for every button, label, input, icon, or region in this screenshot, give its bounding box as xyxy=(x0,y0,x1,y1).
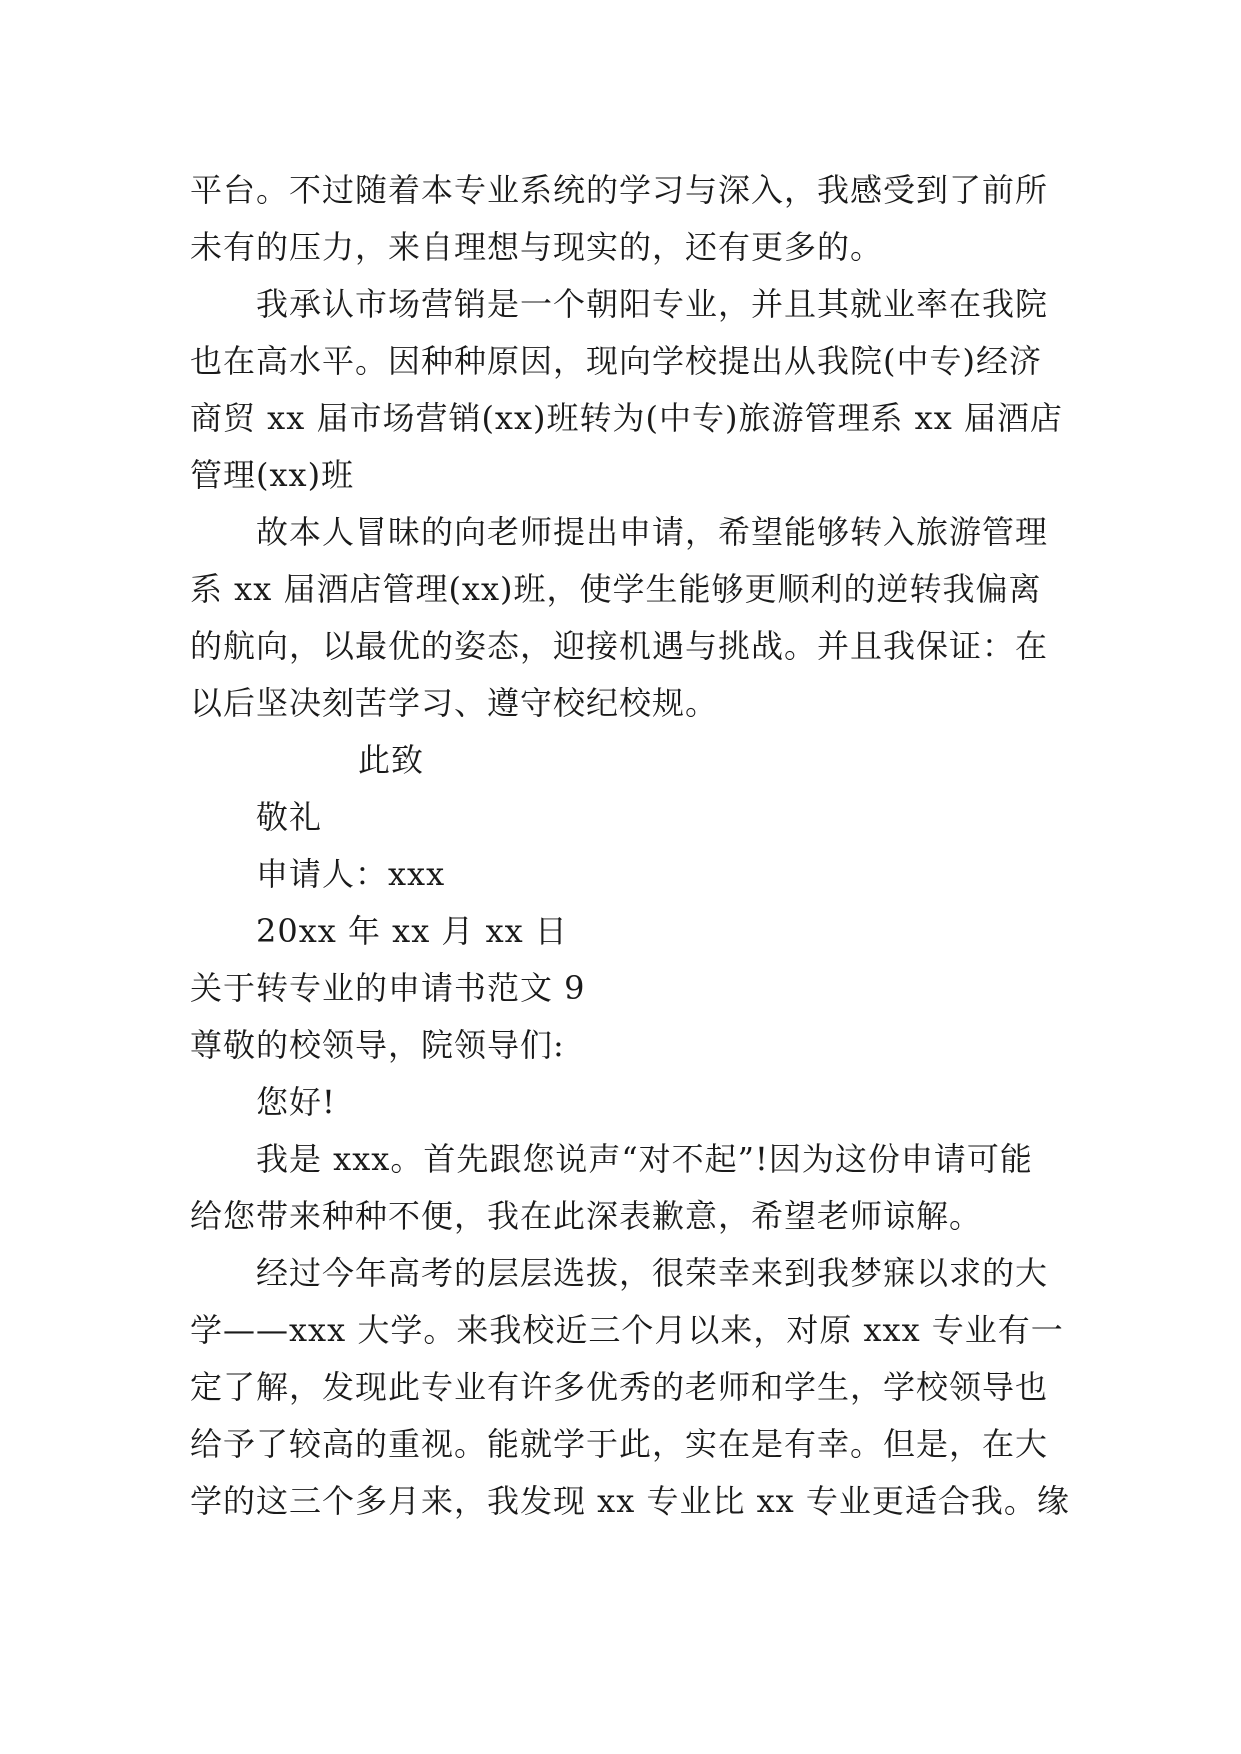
closing-regards: 敬礼 xyxy=(256,798,323,836)
applicant-signature: 申请人：xxx xyxy=(256,855,446,893)
greeting-hello: 您好! xyxy=(256,1083,336,1121)
text-line: 平台。不过随着本专业系统的学习与深入，我感受到了前所 xyxy=(190,171,1049,209)
text-line: 也在高水平。因种种原因，现向学校提出从我院(中专)经济 xyxy=(190,342,1042,380)
text-line: 定了解，发现此专业有许多优秀的老师和学生，学校领导也 xyxy=(190,1368,1049,1406)
greeting: 尊敬的校领导，院领导们: xyxy=(190,1026,565,1064)
paragraph-start: 故本人冒昧的向老师提出申请，希望能够转入旅游管理 xyxy=(256,513,1049,551)
text-line: 系 xx 届酒店管理(xx)班，使学生能够更顺利的逆转我偏离 xyxy=(190,570,1042,608)
closing-salutation: 此致 xyxy=(358,741,425,779)
text-line: 商贸 xx 届市场营销(xx)班转为(中专)旅游管理系 xx 届酒店 xyxy=(190,399,1063,437)
text-line: 给您带来种种不便，我在此深表歉意，希望老师谅解。 xyxy=(190,1197,983,1235)
section-title: 关于转专业的申请书范文 9 xyxy=(190,969,586,1007)
date-line: 20xx 年 xx 月 xx 日 xyxy=(256,912,568,950)
text-line: 给予了较高的重视。能就学于此，实在是有幸。但是，在大 xyxy=(190,1425,1049,1463)
paragraph-start: 我是 xxx。首先跟您说声“对不起”!因为这份申请可能 xyxy=(256,1140,1033,1178)
text-line: 学的这三个多月来，我发现 xx 专业比 xx 专业更适合我。缘 xyxy=(190,1482,1070,1520)
text-line: 学——xxx 大学。来我校近三个月以来，对原 xxx 专业有一 xyxy=(190,1311,1064,1349)
text-line: 管理(xx)班 xyxy=(190,456,355,494)
text-line: 未有的压力，来自理想与现实的，还有更多的。 xyxy=(190,228,884,266)
paragraph-start: 我承认市场营销是一个朝阳专业，并且其就业率在我院 xyxy=(256,285,1049,323)
text-line: 以后坚决刻苦学习、遵守校纪校规。 xyxy=(190,684,719,722)
paragraph-start: 经过今年高考的层层选拔，很荣幸来到我梦寐以求的大 xyxy=(256,1254,1049,1292)
text-line: 的航向，以最优的姿态，迎接机遇与挑战。并且我保证：在 xyxy=(190,627,1049,665)
